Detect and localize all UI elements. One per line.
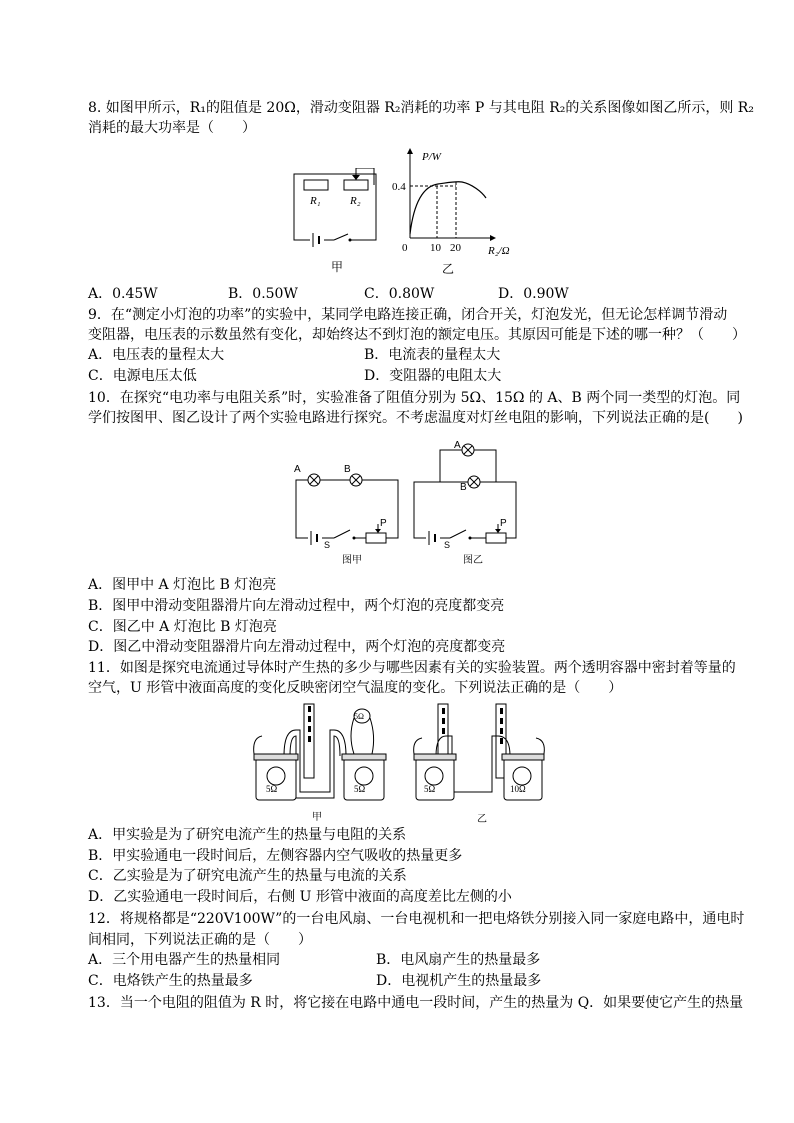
graph-x-20: 20	[450, 242, 461, 254]
q8-line2: 消耗的最大功率是（ ）	[88, 120, 256, 136]
q12-option-d: D．电视机产生的热量最多	[376, 973, 542, 989]
q8-caption-yi: 乙	[442, 262, 455, 276]
graph-peak-label: 0.4	[392, 181, 406, 193]
heater-right	[513, 767, 531, 785]
label-b: B	[344, 464, 351, 475]
q11-caption-jia: 甲	[312, 812, 322, 823]
label-s: S	[324, 540, 331, 548]
q11-line1: 11．如图是探究电流通过导体时产生热的多少与哪些因素有关的实验装置。两个透明容器中密封着等量的	[88, 660, 736, 676]
q8-caption-jia: 甲	[331, 260, 344, 274]
rheostat	[486, 533, 506, 543]
resistor-r2	[344, 180, 368, 190]
graph-x-10: 10	[430, 242, 441, 254]
q8-line1: 8. 如图甲所示，R₁的阻值是 20Ω，滑动变阻器 R₂消耗的功率 P 与其电阻 R₂的关系图像如图乙所示，则 R₂	[88, 100, 754, 116]
q10-option-a: A．图甲中 A 灯泡比 B 灯泡亮	[88, 577, 277, 593]
q11-caption-yi: 乙	[477, 814, 487, 825]
graph-xlabel: R₂/Ω	[488, 245, 510, 257]
label-a: A	[454, 440, 461, 451]
q9-option-d: D．变阻器的电阻太大	[364, 368, 502, 384]
heater-left	[425, 767, 443, 785]
q10-line1: 10．在探究“电功率与电阻关系”时，实验准备了阻值分别为 5Ω、15Ω 的 A、B 两个同一类型的灯泡。同	[88, 390, 741, 406]
label-top: 5Ω	[354, 712, 364, 721]
r1-label: R₁	[310, 195, 321, 207]
label-p: P	[500, 518, 507, 529]
q9-line1: 9．在“测定小灯泡的功率”的实验中，某同学电路连接正确，闭合开关，灯泡发光，但无论怎样调节滑动	[88, 307, 728, 323]
q9-option-c: C．电源电压太低	[88, 368, 197, 384]
slider-arrow	[375, 529, 381, 533]
q8-option-b: B．0.50W	[228, 286, 298, 302]
q11-apparatus-yi	[412, 700, 552, 808]
q10-option-d: D．图乙中滑动变阻器滑片向左滑动过程中，两个灯泡的亮度都变亮	[88, 639, 506, 655]
label-left: 5Ω	[424, 784, 436, 794]
circuit-wire-loop	[296, 480, 398, 538]
q8-option-a: A．0.45W	[88, 286, 158, 302]
q11-option-b: B．甲实验通电一段时间后，左侧容器内空气吸收的热量更多	[88, 848, 463, 864]
q10-option-b: B．图甲中滑动变阻器滑片向左滑动过程中，两个灯泡的亮度都变亮	[88, 598, 505, 614]
graph-ylabel: P/W	[422, 151, 441, 163]
q10-option-c: C．图乙中 A 灯泡比 B 灯泡亮	[88, 619, 277, 635]
q10-circuit-yi	[410, 438, 522, 550]
q8-option-d: D．0.90W	[498, 286, 569, 302]
label-p: P	[380, 518, 387, 529]
q9-line2: 变阻器，电压表的示数虽然有变化，却始终达不到灯泡的额定电压。其原因可能是下述的哪一种？（ ）	[88, 327, 746, 343]
slider-arrow	[495, 529, 501, 533]
q12-option-a: A．三个用电器产生的热量相同	[88, 952, 281, 968]
q12-line2: 间相同，下列说法正确的是（ ）	[88, 932, 312, 948]
graph-origin: 0	[402, 242, 408, 254]
q12-line1: 12．将规格都是“220V100W”的一台电风扇、一台电视机和一把电烙铁分别接入同一家庭电路中，通电时	[88, 911, 745, 927]
q11-option-c: C．乙实验是为了研究电流产生的热量与电流的关系	[88, 868, 407, 884]
q12-option-b: B．电风扇产生的热量最多	[376, 952, 541, 968]
q8-option-c: C．0.80W	[364, 286, 435, 302]
r2-label: R₂	[350, 195, 361, 207]
q8-graph-yi	[390, 146, 530, 258]
label-right: 5Ω	[354, 784, 366, 794]
q9-option-b: B．电流表的量程太大	[364, 347, 501, 363]
label-a: A	[294, 464, 301, 475]
q11-option-d: D．乙实验通电一段时间后，右侧 U 形管中液面的高度差比左侧的小	[88, 889, 512, 905]
heater-right	[355, 767, 373, 785]
q12-option-c: C．电烙铁产生的热量最多	[88, 973, 253, 989]
q11-line2: 空气，U 形管中液面高度的变化反映密闭空气温度的变化。下列说法正确的是（ ）	[88, 680, 623, 696]
q9-option-a: A．电压表的量程太大	[88, 347, 225, 363]
power-curve	[410, 182, 486, 234]
heater-left	[267, 767, 285, 785]
q11-apparatus-jia	[250, 700, 400, 808]
q10-circuit-jia	[292, 462, 402, 548]
label-left: 5Ω	[266, 784, 278, 794]
q13-line1: 13．当一个电阻的阻值为 R 时，将它接在电路中通电一段时间，产生的热量为 Q．如果要使它产生的热量	[88, 995, 744, 1011]
slider-arrow	[352, 175, 360, 180]
resistor-r1	[304, 180, 328, 190]
q11-option-a: A．甲实验是为了研究电流产生的热量与电阻的关系	[88, 827, 407, 843]
rheostat	[366, 533, 386, 543]
label-s: S	[444, 540, 451, 550]
q10-caption-jia: 图甲	[342, 555, 362, 566]
q10-line2: 学们按图甲、图乙设计了两个实验电路进行探究。不考虑温度对灯丝电阻的影响，下列说法正确的是( )	[88, 410, 743, 426]
q10-caption-yi: 图乙	[463, 555, 483, 566]
label-right: 10Ω	[510, 784, 526, 794]
label-b: B	[460, 482, 467, 493]
